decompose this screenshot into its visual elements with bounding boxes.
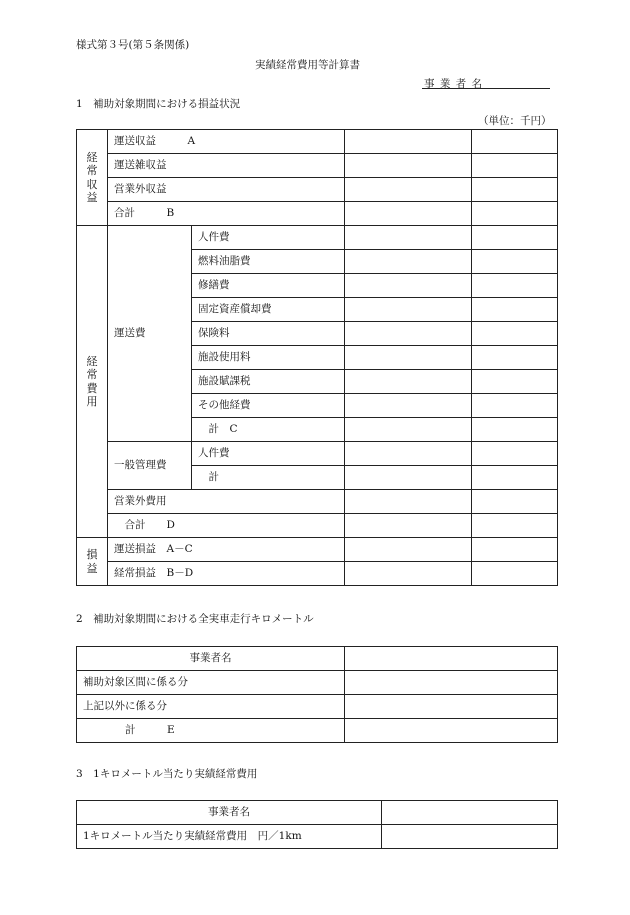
- value-cell[interactable]: [345, 298, 472, 322]
- value-cell[interactable]: [472, 274, 558, 298]
- table-row: [77, 130, 558, 154]
- general-admin-label: 一般管理費: [108, 442, 192, 490]
- value-cell[interactable]: [345, 226, 472, 250]
- value-cell[interactable]: [345, 562, 472, 586]
- revenue-total-label: 合計 B: [108, 202, 345, 226]
- transport-cost-label: 運送費: [108, 226, 192, 442]
- revenue-row-label: 営業外収益: [108, 178, 345, 202]
- value-cell[interactable]: [345, 442, 472, 466]
- table-row: [77, 647, 558, 671]
- km-row-label: 補助対象区間に係る分: [77, 671, 345, 695]
- table-row: [77, 154, 558, 178]
- table-row: [77, 825, 558, 849]
- table-row: [77, 178, 558, 202]
- general-subtotal-label: 計: [192, 466, 345, 490]
- transport-item-label: その他経費: [192, 394, 345, 418]
- document-title: 実績経常費用等計算書: [255, 59, 360, 71]
- profit-loss-row-label: 運送損益 A－C: [108, 538, 345, 562]
- table-row: [77, 202, 558, 226]
- value-cell[interactable]: [472, 154, 558, 178]
- table-row: [77, 490, 558, 514]
- revenue-group-label: 経常収益: [77, 130, 108, 226]
- table-row: [77, 226, 558, 250]
- table-row: [77, 695, 558, 719]
- kilometer-table: [76, 646, 558, 743]
- profit-loss-row-label: 経常損益 B－D: [108, 562, 345, 586]
- value-cell[interactable]: [382, 825, 558, 849]
- transport-item-label: 固定資産償却費: [192, 298, 345, 322]
- km-row-label: 上記以外に係る分: [77, 695, 345, 719]
- value-cell[interactable]: [345, 719, 558, 743]
- operator-name-label: 事 業 者 名: [424, 78, 484, 90]
- value-cell[interactable]: [345, 322, 472, 346]
- operator-header: 事業者名: [77, 647, 345, 671]
- value-cell[interactable]: [345, 274, 472, 298]
- value-cell[interactable]: [345, 490, 472, 514]
- value-cell[interactable]: [472, 370, 558, 394]
- section3-heading: 3 1キロメートル当たり実績経常費用: [76, 768, 258, 780]
- value-cell[interactable]: [472, 418, 558, 442]
- value-cell[interactable]: [472, 514, 558, 538]
- value-cell[interactable]: [472, 178, 558, 202]
- value-cell[interactable]: [345, 346, 472, 370]
- transport-item-label: 修繕費: [192, 274, 345, 298]
- value-cell[interactable]: [472, 394, 558, 418]
- table-row: [77, 671, 558, 695]
- expense-group-label: 経常費用: [77, 226, 108, 538]
- section1-heading: 1 補助対象期間における損益状況: [76, 98, 241, 110]
- table-row: [77, 538, 558, 562]
- table-row: [77, 562, 558, 586]
- value-cell[interactable]: [472, 322, 558, 346]
- transport-item-label: 人件費: [192, 226, 345, 250]
- revenue-row-label: 運送収益 A: [108, 130, 345, 154]
- value-cell[interactable]: [345, 695, 558, 719]
- table-row: [77, 801, 558, 825]
- transport-item-label: 施設使用料: [192, 346, 345, 370]
- revenue-row-label: 運送雑収益: [108, 154, 345, 178]
- value-cell[interactable]: [472, 298, 558, 322]
- value-cell[interactable]: [345, 250, 472, 274]
- value-cell[interactable]: [472, 562, 558, 586]
- transport-item-label: 保険料: [192, 322, 345, 346]
- transport-subtotal-label: 計 C: [192, 418, 345, 442]
- value-cell[interactable]: [345, 538, 472, 562]
- value-cell[interactable]: [345, 202, 472, 226]
- value-cell[interactable]: [345, 394, 472, 418]
- value-cell[interactable]: [345, 370, 472, 394]
- value-cell[interactable]: [345, 514, 472, 538]
- cost-per-km-label: 1キロメートル当たり実績経常費用 円／1km: [77, 825, 382, 849]
- value-cell[interactable]: [345, 466, 472, 490]
- table-row: [77, 719, 558, 743]
- value-cell[interactable]: [345, 418, 472, 442]
- cost-per-km-table: [76, 800, 558, 849]
- value-cell[interactable]: [472, 442, 558, 466]
- value-cell[interactable]: [345, 178, 472, 202]
- value-cell[interactable]: [472, 466, 558, 490]
- value-cell[interactable]: [472, 226, 558, 250]
- value-cell[interactable]: [472, 130, 558, 154]
- value-cell[interactable]: [472, 538, 558, 562]
- expense-total-label: 合計 D: [108, 514, 345, 538]
- value-cell[interactable]: [472, 490, 558, 514]
- value-cell[interactable]: [345, 130, 472, 154]
- value-cell[interactable]: [382, 801, 558, 825]
- value-cell[interactable]: [345, 647, 558, 671]
- operator-header: 事業者名: [77, 801, 382, 825]
- general-item-label: 人件費: [192, 442, 345, 466]
- value-cell[interactable]: [345, 154, 472, 178]
- transport-item-label: 施設賦課税: [192, 370, 345, 394]
- unit-label: （単位：千円）: [478, 115, 552, 127]
- value-cell[interactable]: [472, 346, 558, 370]
- km-total-label: 計 E: [77, 719, 345, 743]
- profit-loss-table: [76, 129, 558, 586]
- profit-loss-group-label: 損益: [77, 538, 108, 586]
- value-cell[interactable]: [472, 250, 558, 274]
- section2-heading: 2 補助対象期間における全実車走行キロメートル: [76, 613, 314, 625]
- form-number: 様式第３号(第５条関係): [76, 39, 190, 51]
- table-row: [77, 514, 558, 538]
- value-cell[interactable]: [345, 671, 558, 695]
- transport-item-label: 燃料油脂費: [192, 250, 345, 274]
- table-row: [77, 442, 558, 466]
- nonoperating-expense-label: 営業外費用: [108, 490, 345, 514]
- value-cell[interactable]: [472, 202, 558, 226]
- operator-name-underline: [422, 88, 550, 89]
